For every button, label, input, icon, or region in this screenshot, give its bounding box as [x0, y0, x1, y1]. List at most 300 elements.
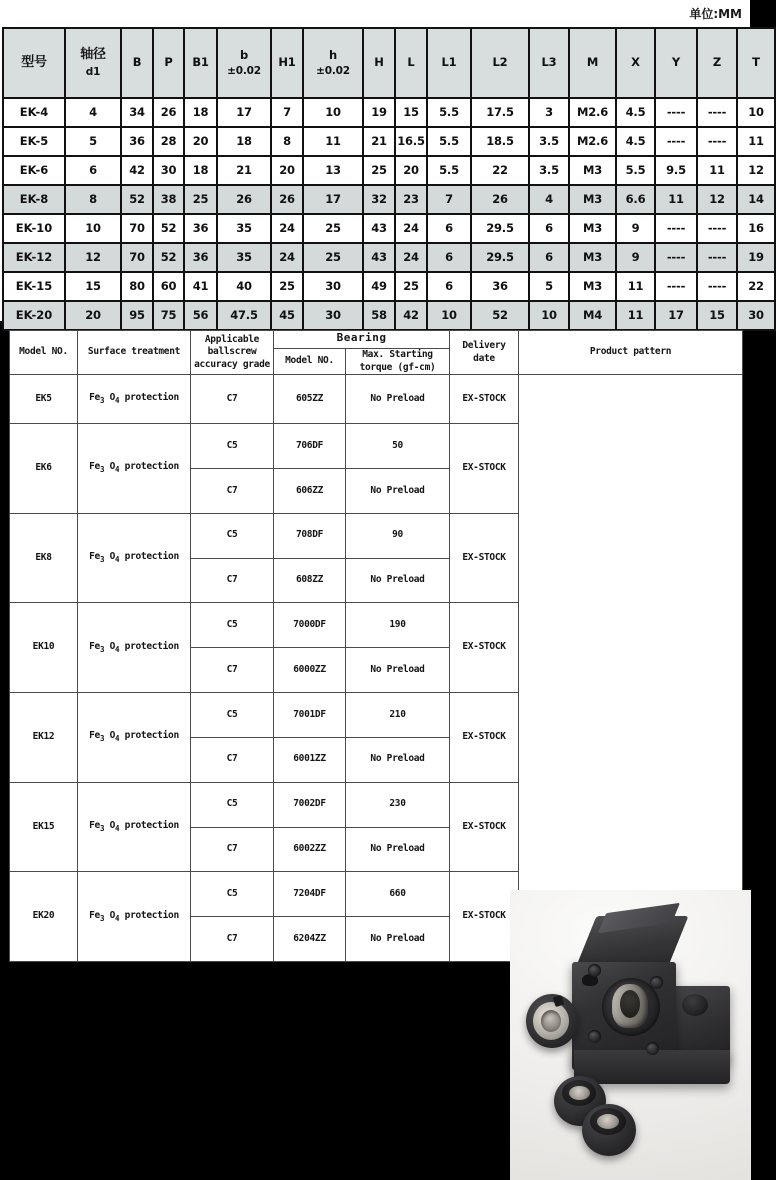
dimension-cell: ----	[697, 98, 737, 127]
spec-accuracy-grade: C5	[191, 872, 274, 917]
spec-delivery-date: EX-STOCK	[450, 513, 519, 603]
dimension-cell: 26	[153, 98, 184, 127]
dimension-cell: 5.5	[427, 98, 471, 127]
specification-table-container	[9, 330, 742, 962]
spec-starting-torque: No Preload	[346, 558, 450, 603]
dim-col-header-h-7	[303, 28, 363, 98]
dim-header-main: L	[407, 55, 415, 70]
unit-note-strip	[0, 0, 750, 26]
accuracy-grade-line-3: accuracy grade	[194, 359, 270, 371]
spec-bearing-model: 7002DF	[274, 782, 346, 827]
dimension-cell: 10	[303, 98, 363, 127]
dimension-header-row	[3, 28, 775, 98]
spec-bearing-model: 605ZZ	[274, 375, 346, 424]
dim-header-sub: ±0.02	[227, 64, 261, 77]
spec-row-model: EK6	[10, 424, 78, 514]
mounting-hole-right	[682, 994, 708, 1016]
spec-starting-torque: No Preload	[346, 917, 450, 962]
dimension-cell: 4	[529, 185, 569, 214]
dimension-cell: 60	[153, 272, 184, 301]
dimension-cell: M3	[569, 214, 616, 243]
dimension-cell: 49	[363, 272, 395, 301]
dimension-cell: 26	[217, 185, 271, 214]
dim-col-header-b1-4	[184, 28, 217, 98]
dimension-cell: ----	[655, 98, 697, 127]
dimension-cell: M3	[569, 156, 616, 185]
dimension-cell: 20	[395, 156, 427, 185]
formula-subscript: 4	[115, 734, 120, 744]
spec-delivery-date: EX-STOCK	[450, 375, 519, 424]
dimension-cell: 52	[471, 301, 529, 330]
spec-delivery-date: EX-STOCK	[450, 693, 519, 783]
dimension-cell: 9	[616, 243, 655, 272]
dimension-cell: 24	[271, 243, 303, 272]
dimension-cell: M4	[569, 301, 616, 330]
dimension-cell: M2.6	[569, 127, 616, 156]
dimension-cell: 12	[737, 156, 775, 185]
accuracy-grade-line-1: Applicable	[204, 333, 260, 345]
dim-col-header-l3-12	[529, 28, 569, 98]
dimension-cell: 8	[65, 185, 121, 214]
col-header-accuracy-grade	[191, 331, 274, 375]
dimension-cell: 18.5	[471, 127, 529, 156]
col-header-surface-treatment: Surface treatment	[78, 331, 191, 375]
dimension-table-row	[3, 98, 775, 127]
dimension-cell: 4	[65, 98, 121, 127]
dim-header-main: b	[239, 47, 249, 62]
col-header-bearing-model-no: Model NO.	[274, 348, 346, 375]
product-photo	[510, 890, 751, 1180]
col-header-product-pattern: Product pattern	[519, 331, 743, 375]
bolt-hole-bottom-right	[646, 1042, 659, 1055]
formula-subscript: 4	[115, 823, 120, 833]
spec-delivery-date: EX-STOCK	[450, 872, 519, 962]
dimension-cell: 47.5	[217, 301, 271, 330]
unit-note: 单位:MM	[689, 6, 742, 21]
dimension-cell: 36	[471, 272, 529, 301]
dim-header-main: B1	[192, 55, 209, 70]
dim-header-sub: ±0.02	[316, 64, 350, 77]
col-header-max-starting-torque	[346, 348, 450, 375]
dimension-cell: 16	[737, 214, 775, 243]
dimension-cell: 70	[121, 243, 153, 272]
specification-table-head	[10, 331, 743, 375]
spec-row-model: EK12	[10, 693, 78, 783]
dimension-cell: 52	[121, 185, 153, 214]
dimension-table-row	[3, 272, 775, 301]
bolt-hole-top-left	[588, 964, 601, 977]
dimension-cell: 17.5	[471, 98, 529, 127]
dimension-cell: 35	[217, 243, 271, 272]
dimension-cell: 6	[427, 272, 471, 301]
spec-bearing-model: 608ZZ	[274, 558, 346, 603]
dimension-cell: ----	[697, 214, 737, 243]
dim-header-main: L2	[492, 55, 508, 70]
formula-subscript: 3	[99, 396, 105, 406]
accuracy-grade-line-2: ballscrew	[207, 346, 257, 358]
spec-starting-torque: 90	[346, 513, 450, 558]
spec-row-model: EK15	[10, 782, 78, 872]
dim-header-main: M	[586, 55, 599, 70]
dimension-cell: 4.5	[616, 98, 655, 127]
dimension-cell: ----	[655, 127, 697, 156]
spec-row-model: EK5	[10, 375, 78, 424]
dimension-table-container	[0, 26, 764, 322]
spec-starting-torque: No Preload	[346, 648, 450, 693]
dimension-table-row	[3, 214, 775, 243]
dimension-cell: 15	[65, 272, 121, 301]
spec-starting-torque: No Preload	[346, 827, 450, 872]
dim-header-main: X	[631, 55, 640, 70]
spec-accuracy-grade: C7	[191, 827, 274, 872]
dimension-table-row	[3, 243, 775, 272]
dimension-cell: 22	[737, 272, 775, 301]
delivery-line-1: Delivery	[462, 339, 506, 351]
dimension-cell: 17	[303, 185, 363, 214]
dim-header-main: H	[374, 55, 384, 70]
dim-col-header-t-17	[737, 28, 775, 98]
spec-accuracy-grade: C7	[191, 375, 274, 424]
specification-table-body	[10, 375, 743, 962]
dimension-cell: 6	[427, 214, 471, 243]
dim-col-header-x-14	[616, 28, 655, 98]
spec-delivery-date: EX-STOCK	[450, 782, 519, 872]
spec-accuracy-grade: C5	[191, 424, 274, 469]
dimension-cell: 95	[121, 301, 153, 330]
dimension-cell: 25	[271, 272, 303, 301]
specification-table	[9, 330, 743, 962]
dimension-cell: 30	[303, 272, 363, 301]
spec-bearing-model: 6002ZZ	[274, 827, 346, 872]
dim-col-header-l2-11	[471, 28, 529, 98]
dimension-cell: M3	[569, 185, 616, 214]
dimension-cell: 20	[271, 156, 303, 185]
dimension-cell: ----	[697, 272, 737, 301]
dimension-cell: 36	[184, 243, 217, 272]
dimension-cell: 13	[303, 156, 363, 185]
dim-col-header-z-16	[697, 28, 737, 98]
dimension-cell: 7	[271, 98, 303, 127]
dimension-cell: 70	[121, 214, 153, 243]
spec-bearing-model: 6204ZZ	[274, 917, 346, 962]
dimension-cell: M3	[569, 272, 616, 301]
specification-table-row	[10, 375, 743, 424]
spec-bearing-model: 706DF	[274, 424, 346, 469]
spec-starting-torque: No Preload	[346, 469, 450, 514]
dimension-cell: 11	[737, 127, 775, 156]
spec-accuracy-grade: C7	[191, 558, 274, 603]
dimension-cell: 25	[395, 272, 427, 301]
delivery-line-2: date	[473, 352, 495, 364]
dimension-table-body	[3, 98, 775, 330]
torque-line-1: Max. Starting	[362, 348, 433, 360]
dimension-cell: 56	[184, 301, 217, 330]
dim-header-main: Z	[712, 55, 722, 70]
dimension-row-model: EK-4	[3, 98, 65, 127]
dimension-cell: 5	[529, 272, 569, 301]
spec-starting-torque: 230	[346, 782, 450, 827]
dimension-row-model: EK-15	[3, 272, 65, 301]
dimension-cell: 17	[217, 98, 271, 127]
dimension-cell: 15	[697, 301, 737, 330]
spec-bearing-model: 7204DF	[274, 872, 346, 917]
spec-starting-torque: No Preload	[346, 737, 450, 782]
specification-header-row-1	[10, 331, 743, 349]
spec-row-model: EK8	[10, 513, 78, 603]
dimension-cell: 8	[271, 127, 303, 156]
dimension-cell: 11	[697, 156, 737, 185]
dim-col-header--0	[3, 28, 65, 98]
dimension-cell: 34	[121, 98, 153, 127]
dimension-row-model: EK-5	[3, 127, 65, 156]
spec-bearing-model: 6001ZZ	[274, 737, 346, 782]
dimension-cell: 80	[121, 272, 153, 301]
spacer-ring-upper-hole	[569, 1086, 590, 1100]
dim-col-header-l-9	[395, 28, 427, 98]
dim-header-main: Y	[671, 55, 681, 70]
dimension-cell: 42	[395, 301, 427, 330]
spec-surface-treatment: $Fe_3$ $O_4$ protection	[78, 872, 191, 962]
dimension-cell: 35	[217, 214, 271, 243]
dimension-cell: M2.6	[569, 98, 616, 127]
spacer-ring-lower-hole	[597, 1114, 619, 1129]
spec-accuracy-grade: C7	[191, 469, 274, 514]
dim-col-header-p-3	[153, 28, 184, 98]
dimension-row-model: EK-8	[3, 185, 65, 214]
dim-col-header--1	[65, 28, 121, 98]
formula-subscript: 3	[99, 823, 105, 833]
dimension-cell: 15	[395, 98, 427, 127]
spec-bearing-model: 708DF	[274, 513, 346, 558]
dimension-cell: 24	[271, 214, 303, 243]
dim-header-main: L3	[541, 55, 557, 70]
lock-nut-bore	[541, 1010, 561, 1032]
dimension-cell: 30	[153, 156, 184, 185]
dimension-cell: 26	[271, 185, 303, 214]
dimension-cell: 14	[737, 185, 775, 214]
spec-bearing-model: 606ZZ	[274, 469, 346, 514]
dimension-table-row	[3, 127, 775, 156]
dimension-cell: M3	[569, 243, 616, 272]
dim-col-header-m-13	[569, 28, 616, 98]
col-header-bearing-group: Bearing	[274, 331, 450, 349]
dimension-row-model: EK-10	[3, 214, 65, 243]
dimension-cell: 12	[65, 243, 121, 272]
dimension-cell: 40	[217, 272, 271, 301]
dimension-cell: 36	[121, 127, 153, 156]
formula-subscript: 4	[115, 644, 120, 654]
spec-surface-treatment: $Fe_3$ $O_4$ protection	[78, 693, 191, 783]
dimension-cell: 30	[303, 301, 363, 330]
spec-accuracy-grade: C7	[191, 917, 274, 962]
spec-starting-torque: 50	[346, 424, 450, 469]
dimension-cell: 22	[471, 156, 529, 185]
torque-line-2: torque (gf-cm)	[359, 361, 436, 373]
dim-header-main: h	[329, 47, 337, 62]
dimension-cell: 6	[529, 214, 569, 243]
spec-surface-treatment: $Fe_3$ $O_4$ protection	[78, 782, 191, 872]
spec-accuracy-grade: C7	[191, 737, 274, 782]
spec-starting-torque: 210	[346, 693, 450, 738]
dimension-cell: 17	[655, 301, 697, 330]
dimension-cell: 11	[303, 127, 363, 156]
dim-header-main: 型号	[21, 55, 47, 71]
spec-surface-treatment: $Fe_3$ $O_4$ protection	[78, 424, 191, 514]
dimension-cell: 9.5	[655, 156, 697, 185]
dimension-cell: 43	[363, 214, 395, 243]
dim-header-main: P	[164, 55, 173, 70]
dimension-cell: 20	[184, 127, 217, 156]
dimension-cell: 45	[271, 301, 303, 330]
dim-header-sub: d1	[85, 65, 101, 78]
dimension-cell: 18	[184, 156, 217, 185]
dimension-cell: 26	[471, 185, 529, 214]
dimension-cell: 4.5	[616, 127, 655, 156]
dimension-table-row	[3, 301, 775, 330]
spec-accuracy-grade: C5	[191, 782, 274, 827]
dimension-cell: 6	[65, 156, 121, 185]
spec-accuracy-grade: C5	[191, 693, 274, 738]
spec-delivery-date: EX-STOCK	[450, 424, 519, 514]
dimension-cell: ----	[655, 272, 697, 301]
dimension-cell: 3.5	[529, 127, 569, 156]
dimension-cell: 58	[363, 301, 395, 330]
spec-bearing-model: 7001DF	[274, 693, 346, 738]
dimension-cell: 23	[395, 185, 427, 214]
dimension-cell: 5.5	[616, 156, 655, 185]
dimension-cell: 19	[363, 98, 395, 127]
spec-surface-treatment: $Fe_3$ $O_4$ protection	[78, 375, 191, 424]
formula-subscript: 3	[99, 555, 105, 564]
dimension-table-row	[3, 185, 775, 214]
dimension-cell: 24	[395, 243, 427, 272]
dim-header-main: L1	[441, 55, 457, 70]
dimension-cell: ----	[697, 127, 737, 156]
dim-header-main: 轴径	[80, 47, 106, 63]
dimension-cell: 30	[737, 301, 775, 330]
dimension-cell: 28	[153, 127, 184, 156]
formula-subscript: 3	[99, 734, 105, 744]
formula-subscript: 3	[99, 913, 105, 923]
dim-header-main: T	[752, 55, 760, 70]
dimension-cell: 7	[427, 185, 471, 214]
col-header-model-no: Model NO.	[10, 331, 78, 375]
dimension-cell: 3.5	[529, 156, 569, 185]
spec-accuracy-grade: C7	[191, 648, 274, 693]
dimension-cell: 20	[65, 301, 121, 330]
spec-accuracy-grade: C5	[191, 603, 274, 648]
dimension-cell: 11	[616, 301, 655, 330]
dimension-cell: 29.5	[471, 214, 529, 243]
bolt-hole-bottom-left	[588, 1030, 601, 1043]
dimension-cell: 36	[184, 214, 217, 243]
spec-row-model: EK20	[10, 872, 78, 962]
dim-col-header-b-5	[217, 28, 271, 98]
spec-delivery-date: EX-STOCK	[450, 603, 519, 693]
support-unit-bottom-base	[574, 1050, 730, 1084]
spec-starting-torque: 190	[346, 603, 450, 648]
dimension-cell: 5	[65, 127, 121, 156]
dimension-cell: 75	[153, 301, 184, 330]
bolt-hole-top-right	[650, 976, 663, 989]
dimension-cell: 32	[363, 185, 395, 214]
dimension-cell: 6	[427, 243, 471, 272]
dimension-cell: 11	[616, 272, 655, 301]
dimension-cell: 43	[363, 243, 395, 272]
formula-subscript: 4	[115, 396, 120, 406]
dimension-cell: 41	[184, 272, 217, 301]
dimension-cell: 16.5	[395, 127, 427, 156]
dimension-cell: 10	[65, 214, 121, 243]
dimension-table-head	[3, 28, 775, 98]
col-header-delivery-date	[450, 331, 519, 375]
dimension-cell: 52	[153, 243, 184, 272]
dim-col-header-b-2	[121, 28, 153, 98]
dimension-row-model: EK-6	[3, 156, 65, 185]
dim-header-main: H1	[278, 55, 296, 70]
dimension-cell: 21	[363, 127, 395, 156]
dimension-cell: 52	[153, 214, 184, 243]
dimension-cell: 9	[616, 214, 655, 243]
dimension-cell: 38	[153, 185, 184, 214]
dimension-row-model: EK-12	[3, 243, 65, 272]
dimension-cell: 42	[121, 156, 153, 185]
dimension-cell: 11	[655, 185, 697, 214]
dim-col-header-h1-6	[271, 28, 303, 98]
dimension-cell: 10	[529, 301, 569, 330]
dimension-cell: 6.6	[616, 185, 655, 214]
dim-col-header-y-15	[655, 28, 697, 98]
dimension-table	[2, 27, 776, 331]
dimension-cell: 5.5	[427, 127, 471, 156]
spec-surface-treatment: $Fe_3$ $O_4$ protection	[78, 603, 191, 693]
dimension-cell: 24	[395, 214, 427, 243]
dimension-cell: 10	[427, 301, 471, 330]
dimension-cell: 25	[303, 243, 363, 272]
spec-starting-torque: 660	[346, 872, 450, 917]
dimension-cell: 5.5	[427, 156, 471, 185]
dimension-cell: 12	[697, 185, 737, 214]
dimension-row-model: EK-20	[3, 301, 65, 330]
spec-accuracy-grade: C5	[191, 513, 274, 558]
dimension-cell: 29.5	[471, 243, 529, 272]
spec-row-model: EK10	[10, 603, 78, 693]
dimension-cell: 25	[303, 214, 363, 243]
dimension-cell: ----	[655, 214, 697, 243]
dimension-cell: 25	[184, 185, 217, 214]
dimension-cell: 6	[529, 243, 569, 272]
product-pattern-cell	[519, 375, 743, 962]
dimension-cell: 3	[529, 98, 569, 127]
bearing-bore-hole	[620, 990, 640, 1018]
dimension-cell: 10	[737, 98, 775, 127]
dimension-table-row	[3, 156, 775, 185]
dim-col-header-l1-10	[427, 28, 471, 98]
dimension-cell: ----	[697, 243, 737, 272]
dimension-cell: 18	[217, 127, 271, 156]
dimension-cell: 21	[217, 156, 271, 185]
dimension-cell: 19	[737, 243, 775, 272]
spec-surface-treatment: $Fe_3$ $O_4$ protection	[78, 513, 191, 603]
formula-subscript: 3	[99, 465, 105, 475]
dimension-cell: 25	[363, 156, 395, 185]
dimension-cell: ----	[655, 243, 697, 272]
spec-starting-torque: No Preload	[346, 375, 450, 424]
dimension-cell: 18	[184, 98, 217, 127]
spec-bearing-model: 7000DF	[274, 603, 346, 648]
formula-subscript: 4	[115, 913, 120, 923]
dim-col-header-h-8	[363, 28, 395, 98]
